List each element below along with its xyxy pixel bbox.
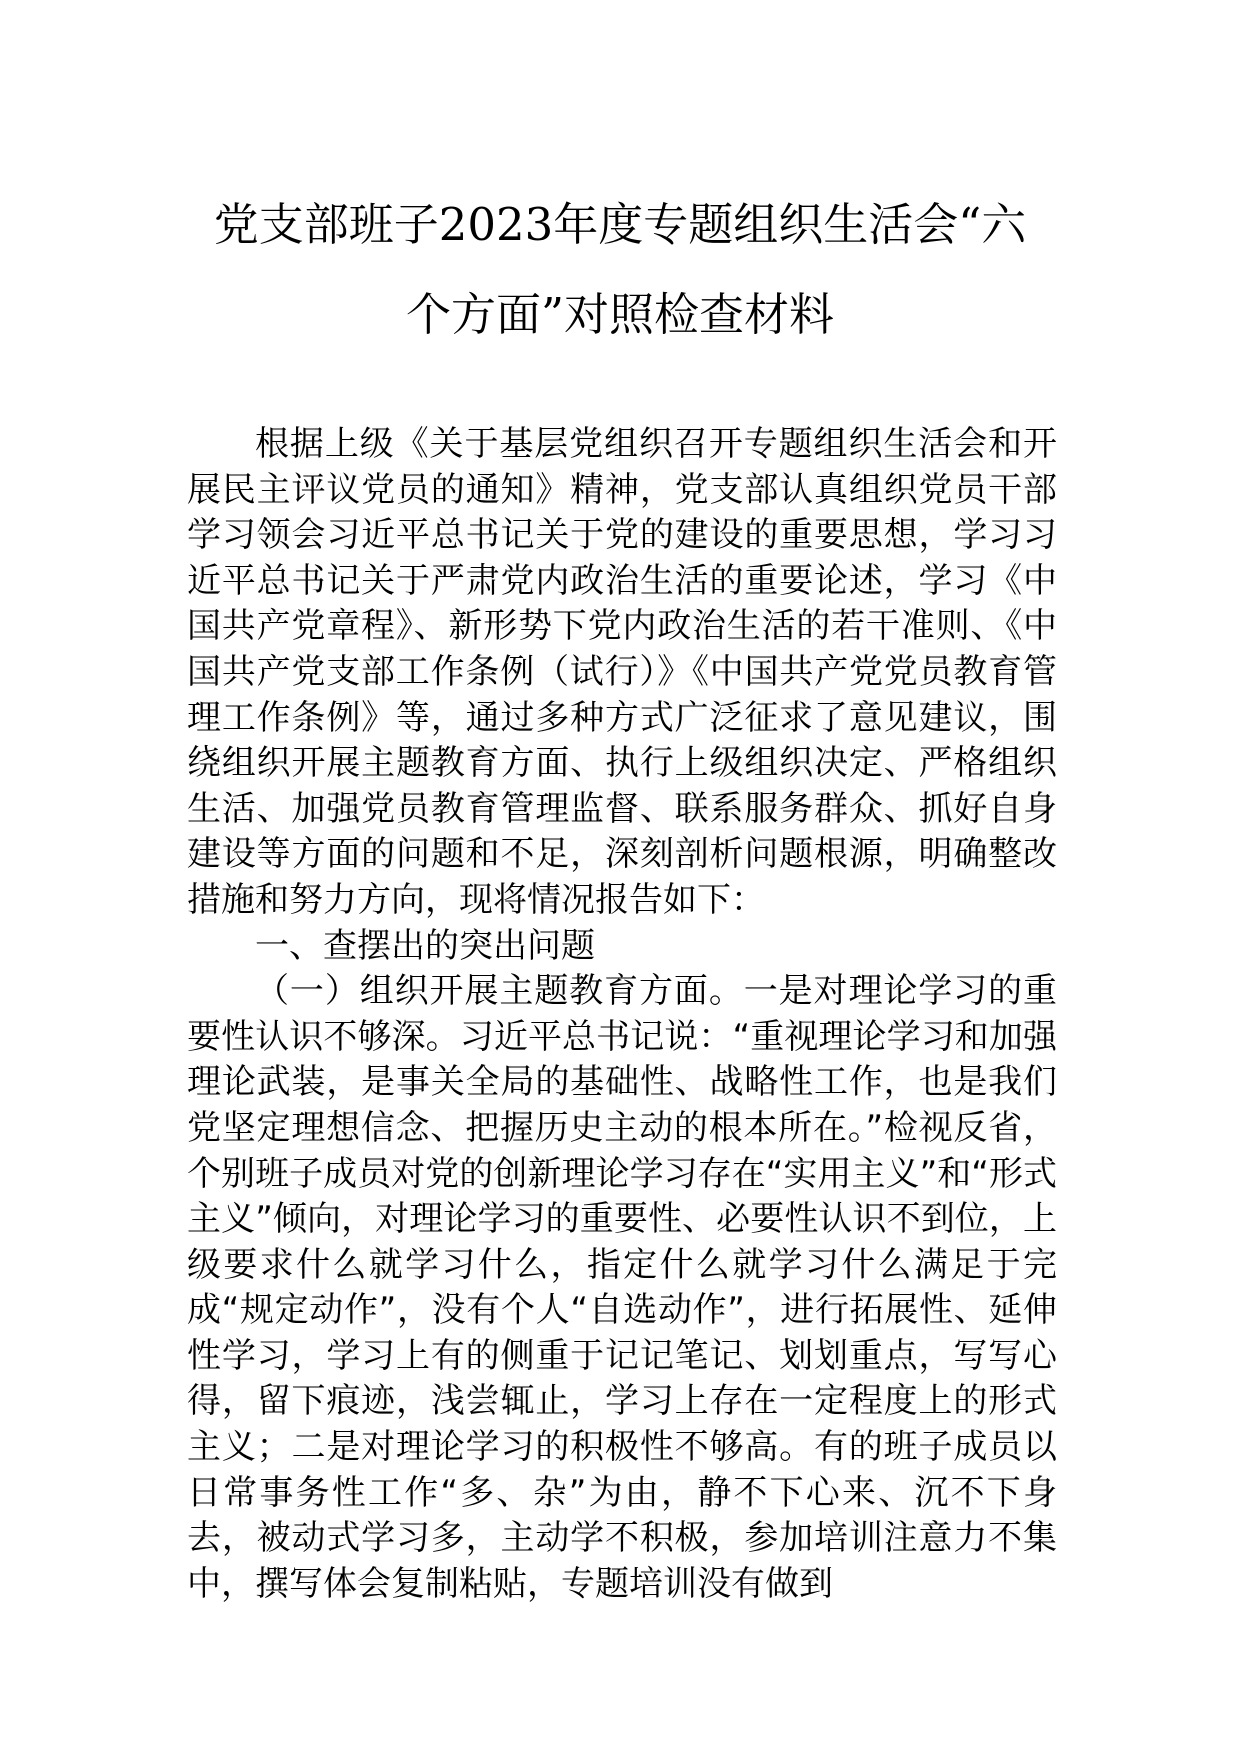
section-heading: 一、查摆出的突出问题 (255, 925, 595, 966)
document-title (150, 180, 1090, 360)
body-paragraph: （一）组织开展主题教育方面。一是对理论学习的重要性认识不够深。习近平总书记说：“重视理论学习和加强理论武装，是事关全局的基础性、战略性工作，也是我们党坚定理想信念、把握历史主动的根本所在。”检视反省，个别班子成员对党的创新理论学习存在“实用主义”和“形式主义”倾向，对理论学习的重要性、必要性认识不到位，上级要求什么就学习什么，指定什么就学习什么满足于完成“规定动作”，没有个人“自选动作”，进行拓展性、延伸性学习，学习上有的侧重于记记笔记、划划重点，写写心得，留下痕迹，浅尝辄止，学习上存在一定程度上的形式主义；二是对理论学习的积极性不够高。有的班子成员以日常事务性工作“多、杂”为由，静不下心来、沉不下身去，被动式学习多，主动学不积极，参加培训注意力不集中，撰写体会复制粘贴，专题培训没有做到 (187, 971, 1057, 1604)
title-line-1: 党支部班子2023年度专题组织生活会“六 (213, 198, 1027, 251)
document-body (187, 422, 1057, 1607)
title-line-2: 个方面”对照检查材料 (405, 288, 834, 341)
intro-paragraph: 根据上级《关于基层党组织召开专题组织生活会和开展民主评议党员的通知》精神，党支部认真组织党员干部学习领会习近平总书记关于党的建设的重要思想，学习习近平总书记关于严肃党内政治生活的重要论述，学习《中国共产党章程》、新形势下党内政治生活的若干准则、《中国共产党支部工作条例（试行）》《中国共产党党员教育管理工作条例》等，通过多种方式广泛征求了意见建议，围绕组织开展主题教育方面、执行上级组织决定、严格组织生活、加强党员教育管理监督、联系服务群众、抓好自身建设等方面的问题和不足，深刻剖析问题根源，明确整改措施和努力方向，现将情况报告如下： (187, 424, 1057, 920)
